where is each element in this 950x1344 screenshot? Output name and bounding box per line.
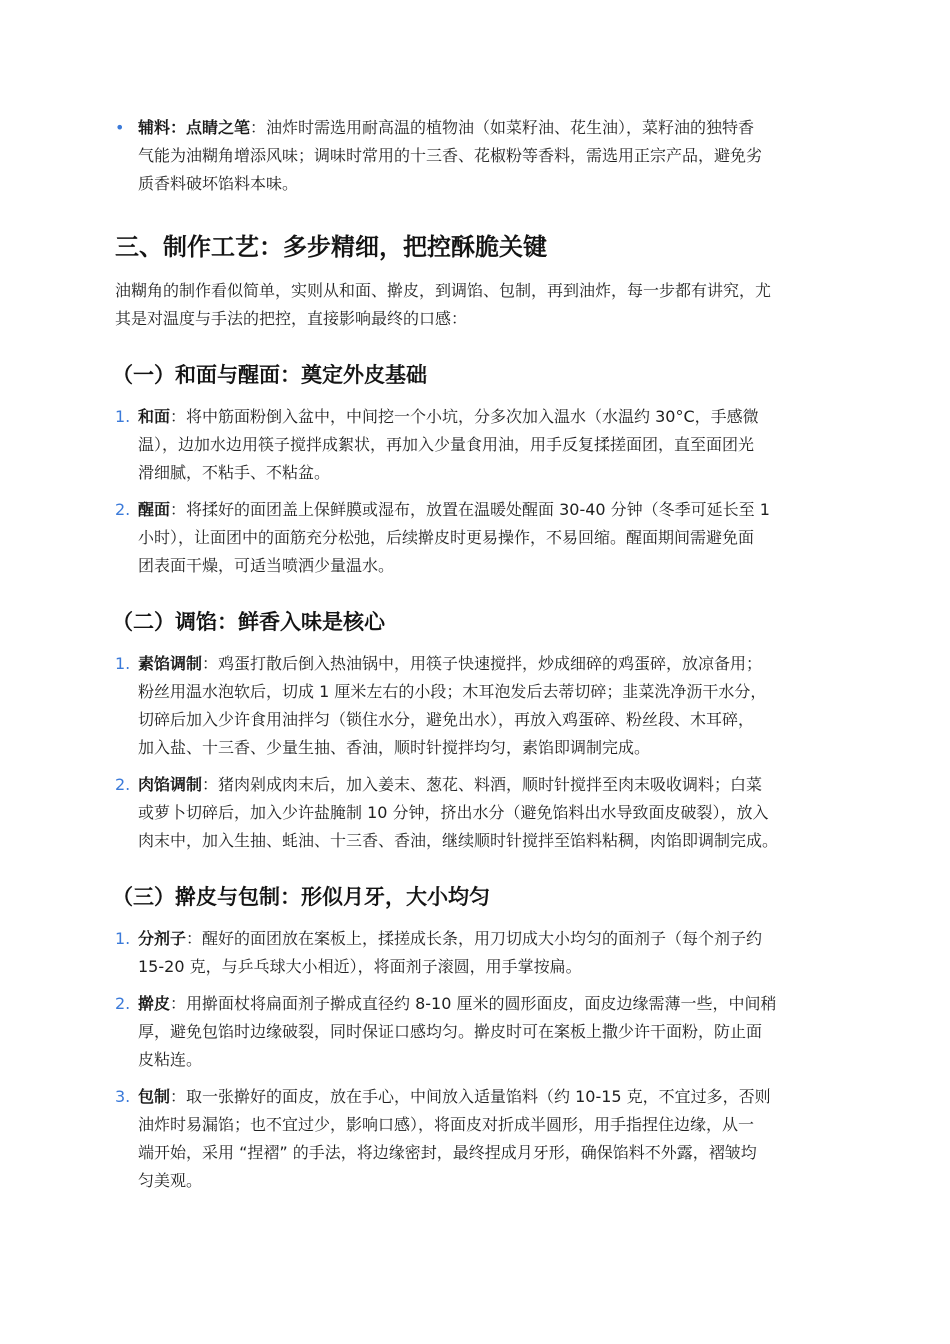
bullet-term: 辅料：点睛之笔 xyxy=(138,118,251,137)
document-content xyxy=(112,114,837,1204)
text-line: ：鸡蛋打散后倒入热油锅中，用筷子快速搅拌，炒成细碎的鸡蛋碎，放凉备用； xyxy=(202,654,763,673)
list-number: 1. xyxy=(115,654,131,673)
item-term: 擀皮 xyxy=(138,994,171,1013)
text-line: 加入盐、十三香、少量生抽、香油，顺时针搅拌均匀，素馅即调制完成。 xyxy=(138,738,651,757)
item-term: 素馅调制 xyxy=(138,654,203,673)
text-line: 端开始，采用 “捏褶” 的手法，将边缘密封，最终捏成月牙形，确保馅料不外露，褶皱均 xyxy=(138,1143,757,1162)
text-line: 切碎后加入少许食用油拌匀（锁住水分，避免出水），再放入鸡蛋碎、粉丝段、木耳碎， xyxy=(138,710,755,729)
list-number: 2. xyxy=(115,775,131,794)
text-line: 小时），让面团中的面筋充分松弛，后续擀皮时更易操作，不易回缩。醒面期间需避免面 xyxy=(138,528,755,547)
subsection-heading: （三）擀皮与包制：形似月牙，大小均匀 xyxy=(112,885,490,909)
list-item xyxy=(115,925,837,981)
item-term: 分剂子 xyxy=(138,929,187,948)
text-line: 气能为油糊角增添风味；调味时常用的十三香、花椒粉等香料，需选用正宗产品，避免劣 xyxy=(138,146,763,165)
subsection-heading: （一）和面与醒面：奠定外皮基础 xyxy=(112,363,427,387)
text-line: 皮粘连。 xyxy=(138,1050,203,1069)
text-line: 15-20 克，与乒乓球大小相近），将面剂子滚圆，用手掌按扁。 xyxy=(138,957,582,976)
item-term: 肉馅调制 xyxy=(138,775,203,794)
text-line: 匀美观。 xyxy=(138,1171,203,1190)
text-line: 粉丝用温水泡软后，切成 1 厘米左右的小段；木耳泡发后去蒂切碎；韭菜洗净沥干水分， xyxy=(138,682,767,701)
list-number: 1. xyxy=(115,407,131,426)
text-line: ：将中筋面粉倒入盆中，中间挖一个小坑，分多次加入温水（水温约 30°C，手感微 xyxy=(170,407,759,426)
list-number: 1. xyxy=(115,929,131,948)
list-item xyxy=(115,990,837,1074)
text-line: ：取一张擀好的面皮，放在手心，中间放入适量馅料（约 10-15 克，不宜过多，否则 xyxy=(170,1087,771,1106)
text-line: 厚，避免包馅时边缘破裂，同时保证口感均匀。擀皮时可在案板上撒少许干面粉，防止面 xyxy=(138,1022,763,1041)
text-line: 其是对温度与手法的把控，直接影响最终的口感： xyxy=(115,309,468,328)
text-line: 肉末中，加入生抽、蚝油、十三香、香油，继续顺时针搅拌至馅料粘稠，肉馅即调制完成。 xyxy=(138,831,779,850)
text-line: 油糊角的制作看似简单，实则从和面、擀皮，到调馅、包制，再到油炸，每一步都有讲究，尤 xyxy=(115,281,772,300)
section-intro xyxy=(115,277,837,333)
list-number: 2. xyxy=(115,500,131,519)
list-number: 2. xyxy=(115,994,131,1013)
text-line: ：用擀面杖将扁面剂子擀成直径约 8-10 厘米的圆形面皮，面皮边缘需薄一些，中间稍 xyxy=(170,994,777,1013)
text-line: ：醒好的面团放在案板上，揉搓成长条，用刀切成大小均匀的面剂子（每个剂子约 xyxy=(186,929,763,948)
list-item-accessories xyxy=(115,114,837,198)
text-line: 滑细腻，不粘手、不粘盆。 xyxy=(138,463,331,482)
text-line: 油炸时易漏馅；也不宜过少，影响口感），将面皮对折成半圆形，用手指捏住边缘，从一 xyxy=(138,1115,755,1134)
list-item xyxy=(115,650,837,762)
bullet-icon: • xyxy=(115,118,125,137)
text-line: 质香料破坏馅料本味。 xyxy=(138,174,299,193)
text-line: 或萝卜切碎后，加入少许盐腌制 10 分钟，挤出水分（避免馅料出水导致面皮破裂），放入 xyxy=(138,803,769,822)
item-term: 包制 xyxy=(138,1087,171,1106)
item-term: 和面 xyxy=(138,407,171,426)
list-item xyxy=(115,403,837,487)
list-item xyxy=(115,1083,837,1195)
text-line: ：油炸时需选用耐高温的植物油（如菜籽油、花生油），菜籽油的独特香 xyxy=(250,118,755,137)
subsection-heading: （二）调馅：鲜香入味是核心 xyxy=(112,610,385,634)
bullet-text xyxy=(138,114,837,198)
text-line: 团表面干燥，可适当喷洒少量温水。 xyxy=(138,556,395,575)
text-line: ：猪肉剁成肉末后，加入姜末、葱花、料酒，顺时针搅拌至肉末吸收调料；白菜 xyxy=(202,775,763,794)
list-item xyxy=(115,496,837,580)
list-number: 3. xyxy=(115,1087,131,1106)
text-line: ：将揉好的面团盖上保鲜膜或湿布，放置在温暖处醒面 30-40 分钟（冬季可延长至 1 xyxy=(170,500,770,519)
item-term: 醒面 xyxy=(138,500,171,519)
list-item xyxy=(115,771,837,855)
section-heading: 三、制作工艺：多步精细，把控酥脆关键 xyxy=(115,233,547,261)
text-line: 温），边加水边用筷子搅拌成絮状，再加入少量食用油，用手反复揉搓面团，直至面团光 xyxy=(138,435,755,454)
